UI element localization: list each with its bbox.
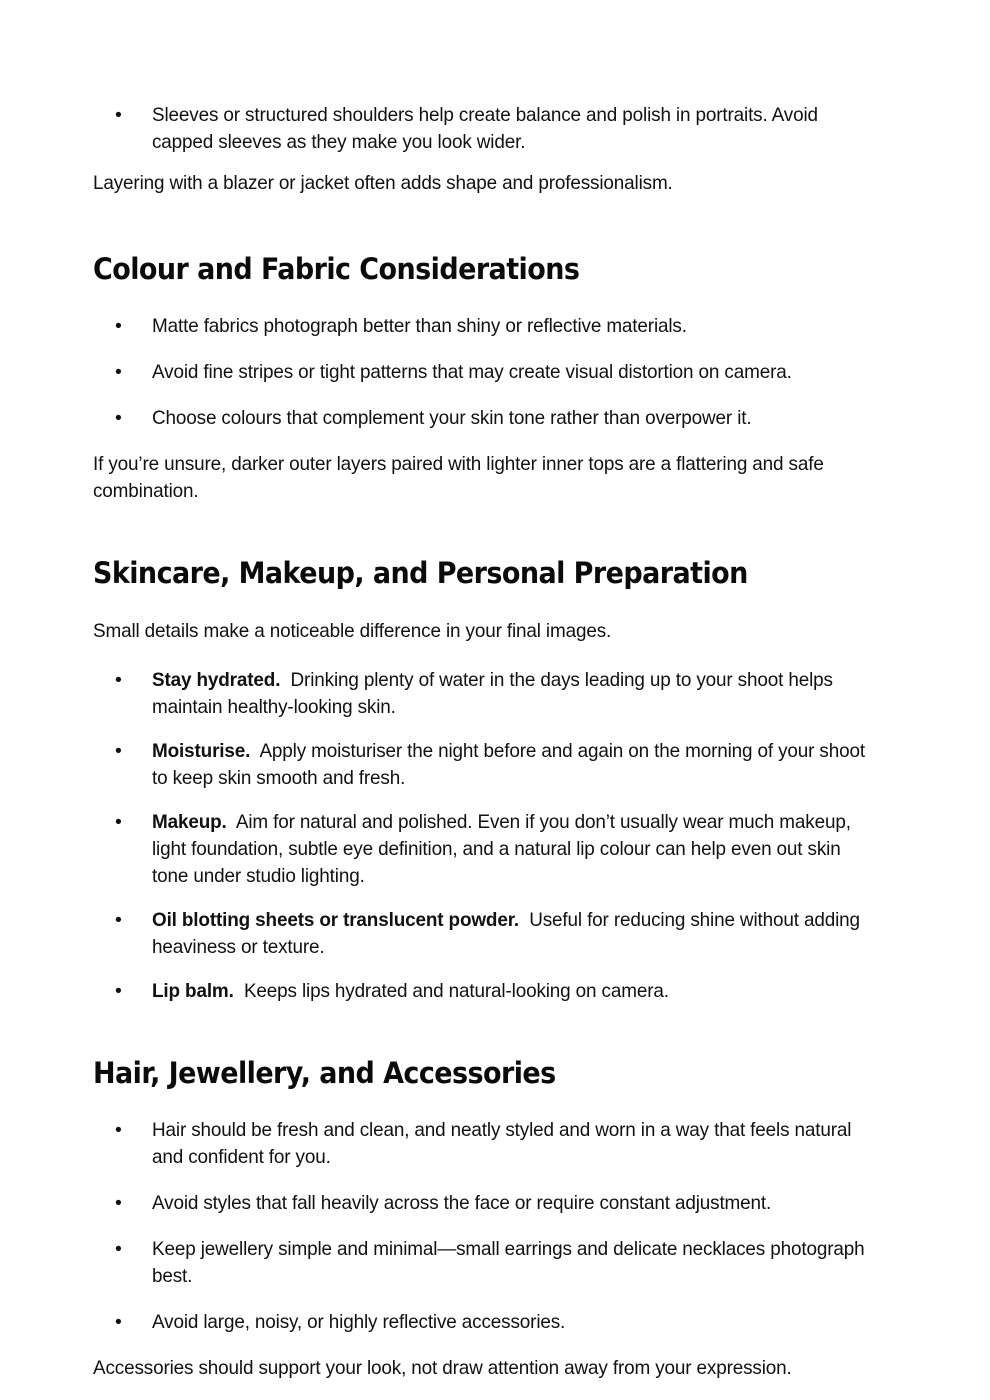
bullet-list: [93, 1117, 893, 1336]
bullet-dot-icon: •: [115, 810, 122, 833]
list-item-text: [152, 907, 871, 961]
list-item-text: Avoid styles that fall heavily across the face or require constant adjustment.: [152, 1192, 772, 1215]
bullet-dot-icon: •: [115, 1238, 122, 1261]
paragraph-text: If you’re unsure, darker outer layers paired with lighter inner tops are a flattering and safe combination.: [93, 453, 824, 503]
bullet-dot-icon: •: [115, 104, 122, 126]
list-item: [93, 405, 893, 432]
paragraph-block-accessories: [93, 1355, 893, 1382]
list-item: [93, 978, 893, 1005]
heading-block-colour-fabric: [93, 253, 893, 285]
paragraph-block-layering: [93, 170, 893, 197]
bullet-list: [93, 667, 893, 1005]
paragraph-block-unsure: [93, 451, 893, 505]
list-item-text: [152, 667, 871, 721]
bullet-dot-icon: •: [115, 1192, 122, 1215]
list-item-text: Avoid fine stripes or tight patterns that may create visual distortion on camera.: [152, 361, 792, 384]
list-item-text: [152, 809, 871, 890]
list-item: [93, 313, 893, 340]
bullet-list: [93, 102, 893, 156]
list-item-body: Useful for reducing shine without adding heaviness or texture.: [152, 908, 860, 958]
bullet-dot-icon: •: [115, 315, 122, 338]
bullet-dot-icon: •: [115, 1119, 122, 1142]
bullet-dot-icon: •: [115, 1311, 122, 1334]
list-item-text: Keep jewellery simple and minimal—small earrings and delicate necklaces photograph best.: [152, 1238, 865, 1288]
list-item-body: Keeps lips hydrated and natural-looking on camera.: [243, 979, 669, 1002]
list-item-lead-in: Moisturise.: [152, 739, 251, 762]
list-item-text: Choose colours that complement your skin tone rather than overpower it.: [152, 407, 752, 430]
list-item-lead-in: Stay hydrated.: [152, 668, 281, 691]
bullet-dot-icon: •: [115, 979, 122, 1002]
heading-block-hair-jewellery: [93, 1057, 893, 1089]
bullet-list-skincare: [93, 667, 893, 1005]
list-item: [93, 667, 893, 721]
section-heading: Hair, Jewellery, and Accessories: [93, 1055, 556, 1090]
list-item: [93, 809, 893, 890]
bullet-list: [93, 313, 893, 432]
list-item: [93, 1236, 893, 1290]
section-heading: Skincare, Makeup, and Personal Preparation: [93, 556, 748, 591]
list-item: [93, 1117, 893, 1171]
list-item-lead-in: Makeup.: [152, 810, 227, 833]
list-item-body: Drinking plenty of water in the days leading up to your shoot helps maintain healthy-looking skin.: [152, 668, 833, 718]
bullet-list-clothing: [93, 102, 893, 156]
list-item-text: Sleeves or structured shoulders help create balance and polish in portraits. Avoid capped sleeves as they make you look wider.: [152, 104, 818, 153]
list-item: [93, 907, 893, 961]
paragraph-block-small-details: [93, 618, 893, 645]
heading-block-skincare: [93, 557, 893, 589]
list-item-text: Matte fabrics photograph better than shiny or reflective materials.: [152, 315, 687, 338]
list-item-text: [152, 738, 871, 792]
list-item: [93, 738, 893, 792]
bullet-dot-icon: •: [115, 908, 122, 931]
list-item-text: [152, 978, 871, 1005]
bullet-dot-icon: •: [115, 407, 122, 430]
bullet-dot-icon: •: [115, 668, 122, 691]
list-item-text: Avoid large, noisy, or highly reflective accessories.: [152, 1311, 566, 1334]
list-item-text: Hair should be fresh and clean, and neatly styled and worn in a way that feels natural and confident for you.: [152, 1119, 852, 1169]
bullet-list-colour-fabric: [93, 313, 893, 432]
list-item-lead-in: Oil blotting sheets or translucent powder.: [152, 908, 519, 931]
list-item-body: Aim for natural and polished. Even if you don’t usually wear much makeup, light foundation, subtle eye definition, and a natural lip colour can help even out skin tone under studio lighting.: [152, 810, 851, 887]
paragraph-text: Layering with a blazer or jacket often adds shape and professionalism.: [93, 172, 673, 194]
document-body: [93, 102, 893, 1382]
list-item: [93, 102, 893, 156]
bullet-dot-icon: •: [115, 739, 122, 762]
list-item-body: Apply moisturiser the night before and again on the morning of your shoot to keep skin smooth and fresh.: [152, 739, 865, 789]
paragraph-text: Small details make a noticeable difference in your final images.: [93, 619, 612, 642]
list-item-lead-in: Lip balm.: [152, 979, 234, 1002]
list-item: [93, 1190, 893, 1217]
section-heading: Colour and Fabric Considerations: [93, 252, 580, 286]
paragraph-text: Accessories should support your look, not draw attention away from your expression.: [93, 1357, 792, 1380]
bullet-list-hair-jewellery: [93, 1117, 893, 1336]
list-item: [93, 1309, 893, 1336]
list-item: [93, 359, 893, 386]
bullet-dot-icon: •: [115, 361, 122, 384]
